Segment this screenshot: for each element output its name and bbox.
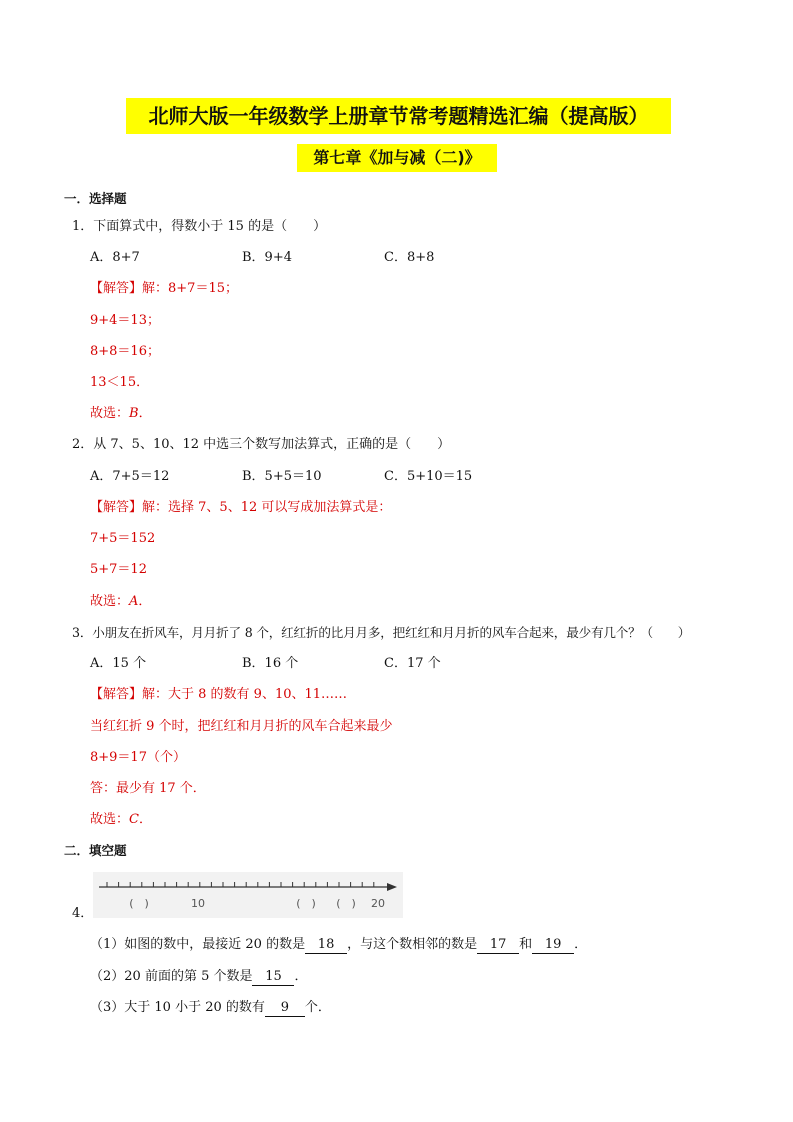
q2-answer-line-3: 5+7＝12 (90, 562, 147, 577)
q1-answer-line-3: 8+8＝16； (90, 344, 160, 359)
q3-answer-line (90, 686, 347, 704)
q2-option-c: C．5+10＝15 (384, 469, 473, 484)
part2-text-b: ． (294, 969, 308, 984)
q1-stem: 1．下面算式中，得数小于 15 的是（ ） (72, 219, 327, 234)
q1-choice (90, 405, 152, 423)
part1-text-d: ． (574, 937, 588, 952)
q3-choice (90, 811, 152, 829)
figure-background (93, 872, 403, 918)
q2-option-b: B．5+5＝10 (242, 469, 322, 484)
number-line-figure (93, 872, 403, 918)
answer-blank: 18 (305, 937, 347, 954)
q1-answer-line-2: 9+4＝13； (90, 313, 160, 328)
choice-suffix: ． (138, 406, 152, 421)
choice-letter: A (129, 594, 139, 609)
document-title: 北师大版一年级数学上册章节常考题精选汇编（提高版） (126, 98, 671, 134)
choice-suffix: ． (138, 812, 152, 827)
q3-answer-line-4: 答：最少有 17 个． (90, 781, 206, 796)
q3-option-b: B．16 个 (242, 656, 299, 671)
q4-number: 4． (72, 906, 94, 921)
answer-text: 解：8+7＝15； (142, 281, 238, 296)
number-line-label-3: ( ) (296, 897, 316, 910)
answer-tag: 【解答】 (90, 500, 143, 515)
part1-text-b: ，与这个数相邻的数是 (347, 937, 478, 952)
answer-tag: 【解答】 (90, 687, 143, 702)
q1-option-c: C．8+8 (384, 250, 435, 265)
chapter-subtitle: 第七章《加与减（二)》 (297, 144, 497, 172)
q3-answer-line-2: 当红红折 9 个时，把红红和月月折的风车合起来最少 (90, 719, 393, 734)
number-line-label-2: 10 (191, 897, 205, 910)
q2-answer-line-2: 7+5＝152 (90, 531, 156, 546)
choice-prefix: 故选： (90, 812, 130, 827)
choice-letter: C (129, 812, 139, 827)
q1-option-a: A．8+7 (90, 250, 140, 265)
number-line-label-5: 20 (371, 897, 385, 910)
q2-choice (90, 593, 151, 611)
section-heading-choice: 一．选择题 (64, 191, 127, 206)
q2-stem: 2．从 7、5、10、12 中选三个数写加法算式，正确的是（ ） (72, 437, 451, 452)
part3-text-a: （3）大于 10 小于 20 的数有 (90, 1000, 265, 1015)
q1-option-b: B．9+4 (242, 250, 292, 265)
q1-answer-line-4: 13＜15． (90, 375, 150, 390)
q3-option-c: C．17 个 (384, 656, 441, 671)
part3-text-b: 个． (304, 1000, 331, 1015)
answer-blank: 17 (477, 937, 519, 954)
answer-blank: 15 (252, 969, 294, 986)
q2-answer-line (90, 499, 391, 517)
number-line-label-4: ( ) (336, 897, 356, 910)
q4-part-3 (90, 999, 331, 1017)
choice-letter: B (129, 406, 139, 421)
q2-option-a: A．7+5＝12 (90, 469, 170, 484)
answer-text: 解：选择 7、5、12 可以写成加法算式是： (142, 500, 392, 515)
choice-suffix: ． (138, 594, 152, 609)
part1-text-c: 和 (519, 937, 533, 952)
number-line-label-1: ( ) (129, 897, 149, 910)
part1-text-a: （1）如图的数中，最接近 20 的数是 (90, 937, 306, 952)
q3-option-a: A．15 个 (90, 656, 147, 671)
answer-text: 解：大于 8 的数有 9、10、11…… (142, 687, 348, 702)
q3-answer-line-3: 8+9＝17（个） (90, 750, 186, 765)
q4-part-2 (90, 968, 308, 986)
answer-blank: 9 (265, 1000, 305, 1017)
answer-tag: 【解答】 (90, 281, 143, 296)
choice-prefix: 故选： (90, 594, 130, 609)
section-heading-fill: 二．填空题 (64, 843, 127, 858)
part2-text-a: （2）20 前面的第 5 个数是 (90, 969, 253, 984)
choice-prefix: 故选： (90, 406, 130, 421)
answer-blank: 19 (532, 937, 574, 954)
q3-stem: 3．小朋友在折风车，月月折了 8 个，红红折的比月月多，把红红和月月折的风车合起来，最少有几个？（ ） (72, 625, 691, 640)
q1-answer-line (90, 280, 238, 298)
q4-part-1 (90, 936, 587, 954)
